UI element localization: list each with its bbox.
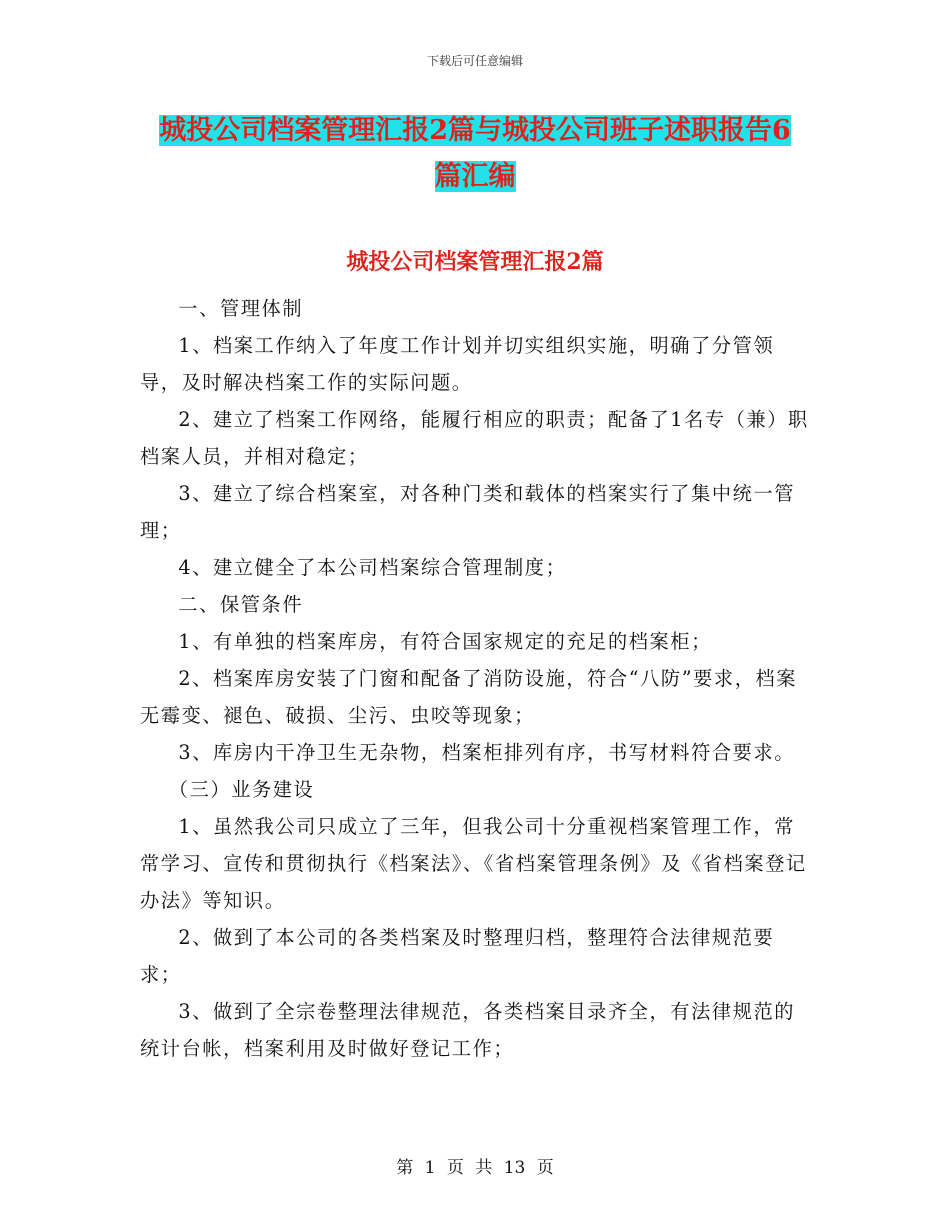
document-body <box>140 290 815 1067</box>
paragraph: 1、档案工作纳入了年度工作计划并切实组织实施，明确了分管领导，及时解决档案工作的实际问题。 <box>140 334 775 394</box>
paragraph: 1、虽然我公司只成立了三年，但我公司十分重视档案管理工作，常常学习、宣传和贯彻执行《档案法》、《省档案管理条例》及《省档案登记办法》等知识。 <box>140 815 807 912</box>
document-title-line1: 城投公司档案管理汇报2篇与城投公司班子述职报告6 <box>159 115 791 146</box>
paragraph: 3、做到了全宗卷整理法律规范，各类档案目录齐全，有法律规范的统计台帐，档案利用及时做好登记工作； <box>140 1000 796 1060</box>
section-heading-storage: 二、保管条件 <box>178 593 304 616</box>
paragraph: 2、做到了本公司的各类档案及时整理归档，整理符合法律规范要求； <box>140 926 775 986</box>
section-title: 城投公司档案管理汇报2篇 <box>346 249 604 275</box>
section-heading-business: （三）业务建设 <box>168 778 315 801</box>
paragraph: 1、有单独的档案库房，有符合国家规定的充足的档案柜； <box>178 630 712 653</box>
paragraph: 3、库房内干净卫生无杂物，档案柜排列有序，书写材料符合要求。 <box>178 741 796 764</box>
paragraph: 4、建立健全了本公司档案综合管理制度； <box>178 556 567 579</box>
paragraph: 2、建立了档案工作网络，能履行相应的职责；配备了1名专（兼）职档案人员，并相对稳定； <box>140 408 809 468</box>
paragraph: 3、建立了综合档案室，对各种门类和载体的档案实行了集中统一管理； <box>140 482 796 542</box>
paragraph: 2、档案库房安装了门窗和配备了消防设施，符合“八防”要求，档案无霉变、褪色、破损、尘污、虫咬等现象； <box>140 667 798 727</box>
document-title-line2: 篇汇编 <box>434 161 516 192</box>
page-footer: 第 1 页 共 13 页 <box>396 1158 554 1178</box>
document-title <box>140 108 810 200</box>
section-heading-management: 一、管理体制 <box>178 297 304 320</box>
header-note: 下载后可任意编辑 <box>426 54 523 68</box>
